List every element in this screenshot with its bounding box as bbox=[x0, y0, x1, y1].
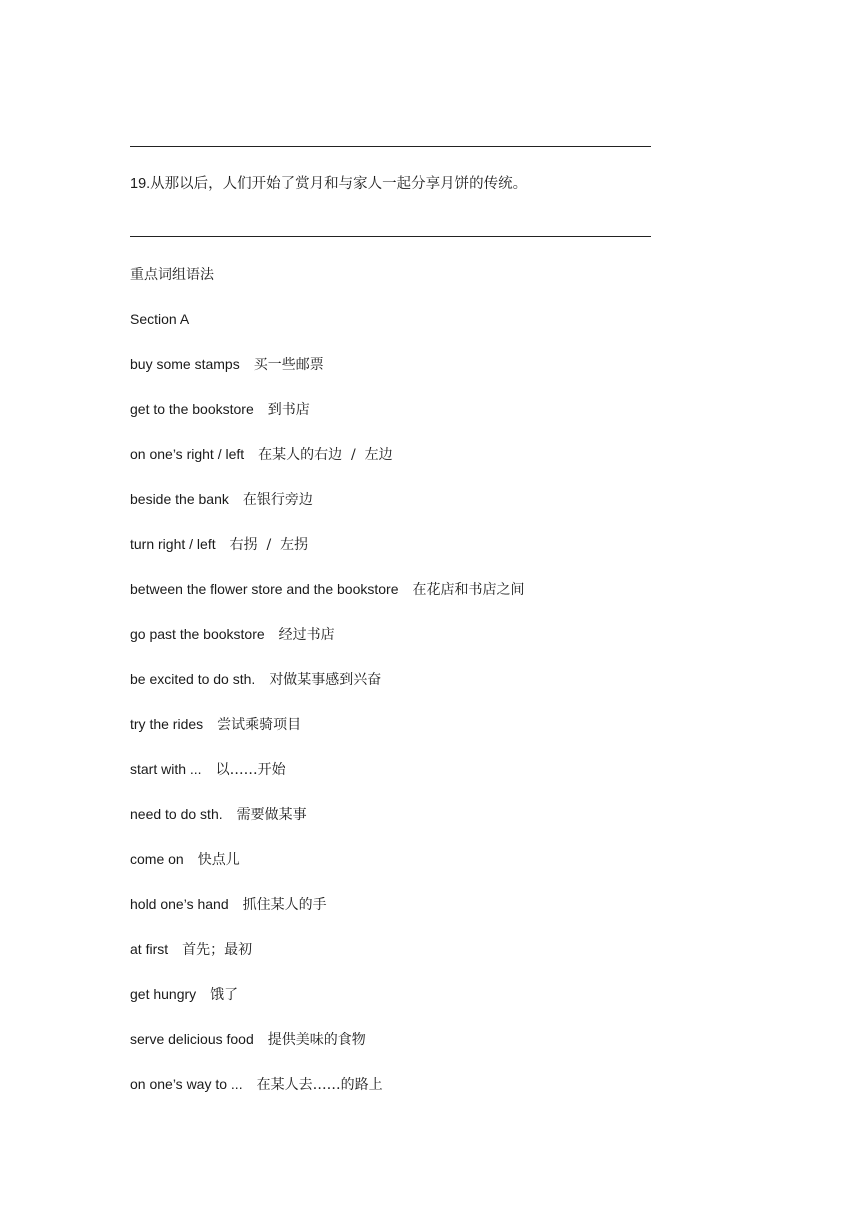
vocab-english: need to do sth. bbox=[130, 806, 223, 822]
vocab-chinese: 经过书店 bbox=[278, 627, 335, 643]
vocab-item bbox=[130, 535, 525, 580]
vocab-english: hold one’s hand bbox=[130, 896, 229, 912]
vocab-chinese: 尝试乘骑项目 bbox=[217, 717, 302, 733]
section-title: Section A bbox=[130, 311, 190, 327]
vocab-chinese: 首先；最初 bbox=[182, 942, 253, 958]
section-heading: 重点词组语法 bbox=[130, 266, 214, 282]
question-19: 19.从那以后，人们开始了赏月和与家人一起分享月饼的传统。 bbox=[130, 176, 528, 192]
vocab-chinese: 在银行旁边 bbox=[242, 492, 313, 508]
vocab-item bbox=[130, 850, 525, 895]
vocab-item bbox=[130, 1075, 525, 1120]
vocab-item bbox=[130, 445, 525, 490]
vocab-chinese: 在花店和书店之间 bbox=[412, 582, 525, 598]
vocab-english: beside the bank bbox=[130, 491, 229, 507]
vocab-english: on one’s right / left bbox=[130, 446, 245, 462]
vocab-chinese: 以……开始 bbox=[215, 762, 286, 778]
vocab-english: start with ... bbox=[130, 761, 202, 777]
vocab-chinese: 对做某事感到兴奋 bbox=[269, 672, 382, 688]
vocab-chinese: 快点儿 bbox=[197, 852, 240, 868]
vocab-item bbox=[130, 940, 525, 985]
vocab-english: be excited to do sth. bbox=[130, 671, 256, 687]
vocab-list bbox=[130, 355, 525, 1120]
vocab-english: buy some stamps bbox=[130, 356, 240, 372]
vocab-chinese: 在某人的右边 / 左边 bbox=[258, 447, 393, 463]
vocab-item bbox=[130, 895, 525, 940]
vocab-chinese: 需要做某事 bbox=[236, 807, 307, 823]
vocab-item bbox=[130, 805, 525, 850]
vocab-chinese: 提供美味的食物 bbox=[267, 1032, 366, 1048]
vocab-english: between the flower store and the bookstore bbox=[130, 581, 399, 597]
vocab-chinese: 饿了 bbox=[210, 987, 239, 1003]
vocab-item bbox=[130, 760, 525, 805]
vocab-item bbox=[130, 355, 525, 400]
vocab-english: come on bbox=[130, 851, 184, 867]
vocab-english: try the rides bbox=[130, 716, 204, 732]
vocab-item bbox=[130, 715, 525, 760]
vocab-item bbox=[130, 670, 525, 715]
vocab-item bbox=[130, 400, 525, 445]
vocab-english: go past the bookstore bbox=[130, 626, 265, 642]
vocab-english: at first bbox=[130, 941, 169, 957]
answer-line bbox=[130, 146, 651, 147]
vocab-chinese: 在某人去……的路上 bbox=[256, 1077, 383, 1093]
vocab-item bbox=[130, 490, 525, 535]
answer-line bbox=[130, 236, 651, 237]
vocab-english: get hungry bbox=[130, 986, 197, 1002]
vocab-item bbox=[130, 580, 525, 625]
vocab-chinese: 买一些邮票 bbox=[253, 357, 324, 373]
vocab-item bbox=[130, 1030, 525, 1075]
vocab-chinese: 抓住某人的手 bbox=[242, 897, 327, 913]
vocab-item bbox=[130, 985, 525, 1030]
vocab-item bbox=[130, 625, 525, 670]
vocab-english: serve delicious food bbox=[130, 1031, 254, 1047]
vocab-english: on one’s way to ... bbox=[130, 1076, 243, 1092]
vocab-english: get to the bookstore bbox=[130, 401, 254, 417]
vocab-chinese: 到书店 bbox=[267, 402, 310, 418]
vocab-chinese: 右拐 / 左拐 bbox=[229, 537, 309, 553]
vocab-english: turn right / left bbox=[130, 536, 216, 552]
